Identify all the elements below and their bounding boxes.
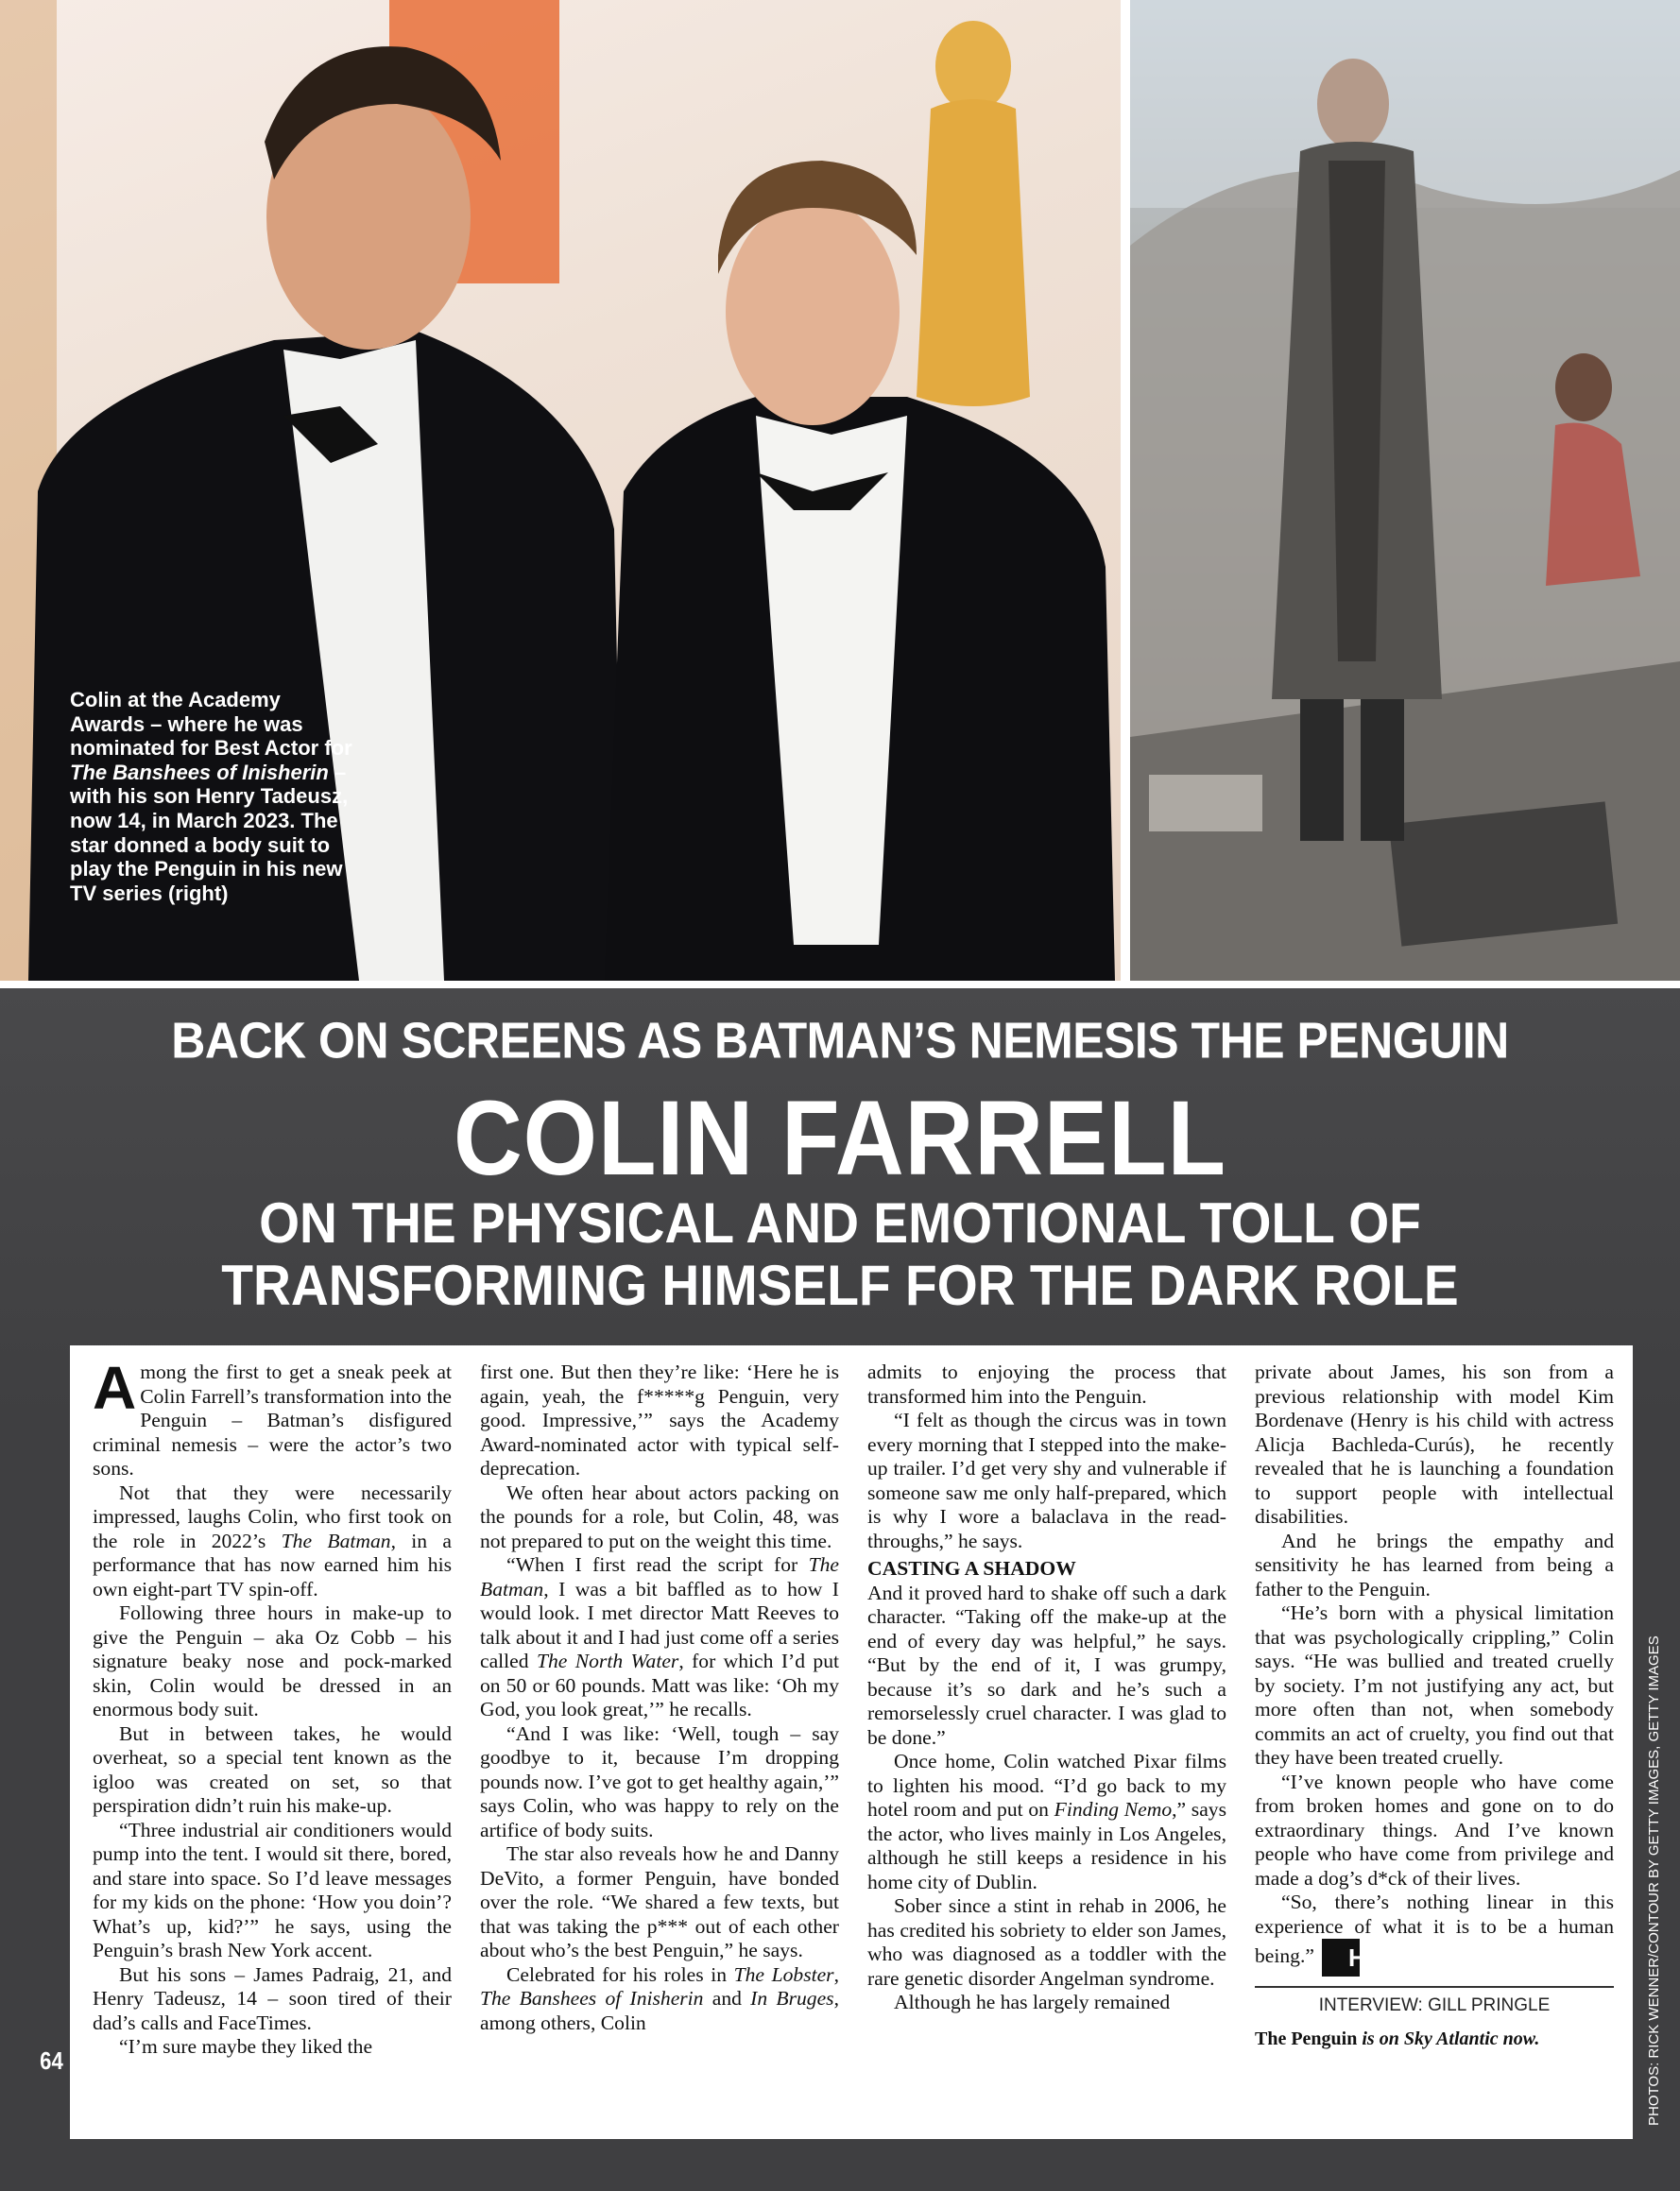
photo-oscars-colin-and-son	[0, 0, 1121, 981]
headline-subhead	[67, 1192, 1613, 1317]
article-paragraph	[93, 1354, 452, 1481]
article-paragraph: first one. But then they’re like: ‘Here he is again, yeah, the f*****g Penguin, very good. Impressive,’” says the Academy Award-nominated actor with typical self-deprecation.	[480, 1361, 839, 1480]
article-paragraph	[93, 1481, 452, 1602]
article-paragraph	[1255, 1891, 1614, 1977]
article-paragraph: private about James, his son from a previous relationship with model Kim Bordenave (Henry is his child with actress Alicja Bachleda-Curús), he recently revealed that he is launching a foundation to support people with intellectual disabilities.	[1255, 1361, 1614, 1528]
article-column-2	[480, 1361, 839, 2035]
article-paragraph: “He’s born with a physical limitation that was psychologically crippling,” Colin says. “He was bullied and treated cruelly by society. I’m not justifying any act, but more often than not, when somebody commits an act of cruelty, you find out that they have been treated cruelly.	[1255, 1601, 1614, 1769]
on-air-text: is on Sky Atlantic now.	[1357, 2028, 1540, 2049]
paragraph-text: Once home, Colin watched Pixar films to lighten his mood. “I’d go back to my hotel room and put on	[867, 1750, 1226, 1821]
paragraph-text: and	[703, 1987, 751, 2010]
film-title: The Lobster	[733, 1962, 834, 1986]
article-paragraph: “I felt as though the circus was in town every morning that I stepped into the make-up trailer. I’d get very shy and vulnerable if someone saw me only half-prepared, which is why I wore a balaclava in the read-throughs,” he says.	[867, 1409, 1226, 1552]
paragraph-text: Not that they were necessarily impressed, laughs Colin, who first took on the role in 2022’s	[93, 1481, 452, 1552]
film-title: In Bruges	[750, 1987, 834, 2010]
paragraph-text: ,	[833, 1962, 839, 1986]
page-number: 64	[40, 2046, 63, 2075]
article-paragraph: “I’m sure maybe they liked the	[119, 2035, 373, 2058]
paragraph-text: mong the first to get a sneak peek at Colin Farrell’s transformation into the Penguin – Batman’s disfigured criminal nemesis – were the actor’s two sons.	[93, 1361, 452, 1480]
article-column-4	[1255, 1361, 1614, 2051]
caption-text: Colin at the Academy Awards – where he was nominated for Best Actor for	[70, 688, 352, 761]
film-title: The Batman	[281, 1529, 391, 1552]
article-paragraph: We often hear about actors packing on the pounds for a role, but Colin, 48, was not prepared to put on the weight this time.	[480, 1481, 839, 1552]
paragraph-text: , for which I’d put on 50 or 60 pounds. Matt was like: ‘Oh my God, you look great,’” he recalls.	[480, 1650, 839, 1720]
article-paragraph: “I’ve known people who have come from broken homes and gone on to do extraordinary things. And I’ve known people who have come from privilege and made a dog’s d*ck of their lives.	[1255, 1770, 1614, 1890]
article-paragraph: Following three hours in make-up to give the Penguin – aka Oz Cobb – his signature beaky nose and pock-marked skin, Colin would be dressed in an enormous body suit.	[93, 1601, 452, 1720]
article-paragraph: But his sons – James Padraig, 21, and Henry Tadeusz, 14 – soon tired of their dad’s calls and FaceTimes.	[93, 1962, 452, 2034]
show-title: The Penguin	[1255, 2028, 1358, 2049]
film-title: Finding Nemo	[1054, 1798, 1173, 1821]
subhead-line-2: TRANSFORMING HIMSELF FOR THE DARK ROLE	[221, 1254, 1459, 1317]
article-paragraph: Although he has largely remained	[894, 1991, 1171, 2013]
film-title: The Banshees of Inisherin	[480, 1987, 704, 2010]
penguin-photo-illustration	[1130, 0, 1680, 981]
article-paragraph: Sober since a stint in rehab in 2006, he has credited his sobriety to elder son James, who was diagnosed as a toddler with the rare genetic disorder Angelman syndrome.	[867, 1894, 1226, 1990]
subhead-line-1: ON THE PHYSICAL AND EMOTIONAL TOLL OF	[259, 1191, 1421, 1255]
article-paragraph: admits to enjoying the process that transformed him into the Penguin.	[867, 1361, 1226, 1408]
photo-caption	[70, 688, 353, 905]
paragraph-text: , I was a bit baffled as to how I would look. I met director Matt Reeves to talk about it and I had just come off a series called	[480, 1577, 839, 1672]
on-air-note	[1255, 2028, 1614, 2052]
photo-penguin-on-set	[1130, 0, 1680, 981]
article-paragraph	[480, 1553, 839, 1722]
series-title: The North Water	[536, 1650, 679, 1672]
article-paragraph: And it proved hard to shake off such a dark character. “Taking off the make-up at the end of every day was helpful,” he says. “But by the end of it, I was grumpy, because it’s so dark and he’s such a remorselessly cruel character. I was glad to be done.”	[867, 1581, 1226, 1749]
film-title: The Batman	[480, 1553, 839, 1600]
article-body	[70, 1345, 1633, 2139]
article-paragraph: “And I was like: ‘Well, tough – say goodbye to it, because I’m dropping pounds now. I’ve got to get healthy again,’” says Colin, who was happy to rely on the artifice of body suits.	[480, 1721, 839, 1841]
article-column-1	[93, 1354, 453, 2060]
interview-credit: INTERVIEW: GILL PRINGLE	[1255, 1986, 1614, 2018]
headline-kicker: BACK ON SCREENS AS BATMAN’S NEMESIS THE PENGUIN	[171, 1011, 1509, 1070]
paragraph-text: “When I first read the script for	[506, 1553, 809, 1576]
paragraph-text: ,” says the actor, who lives mainly in Los Angeles, although he still keeps a residence in his home city of Dublin.	[867, 1798, 1227, 1893]
article-paragraph: But in between takes, he would overheat, so a special tent known as the igloo was created on set, so that perspiration didn’t ruin his make-up.	[93, 1721, 452, 1817]
article-paragraph: And he brings the empathy and sensitivity he has learned from being a father to the Penguin.	[1255, 1529, 1614, 1600]
article-paragraph	[867, 1750, 1226, 1894]
photo-rule	[0, 981, 1680, 988]
caption-film-title: The Banshees of Inisherin	[70, 760, 329, 784]
article-paragraph	[480, 1963, 839, 2036]
article-column-3	[867, 1361, 1226, 2015]
paragraph-text: , in a performance that has now earned him his own eight-part TV spin-off.	[93, 1529, 453, 1600]
paragraph-text: , among others, Colin	[480, 1987, 839, 2034]
paragraph-text: “So, there’s nothing linear in this experience of what it is to be a human being.”	[1255, 1891, 1614, 1967]
caption-text-end: – with his son Henry Tadeusz, now 14, in March 2023. The star donned a body suit to play the Penguin in his new TV series (right)	[70, 760, 349, 905]
article-paragraph: “Three industrial air conditioners would pump into the tent. I would sit there, bored, and stare into space. So I’d leave messages for my kids on the phone: ‘How you doin’? What’s up, kid?’” he says, using the Penguin’s brash New York accent.	[93, 1818, 452, 1961]
crosshead: CASTING A SHADOW	[867, 1557, 1076, 1580]
article-paragraph: The star also reveals how he and Danny DeVito, a former Penguin, have bonded over the role. “We shared a few texts, but that was taking the p*** out of each other about who’s the best Penguin,” he says.	[480, 1842, 839, 1961]
photo-credit: PHOTOS: RICK WENNER/CONTOUR BY GETTY IMAGES, GETTY IMAGES	[1646, 1635, 1662, 2126]
headline-name: COLIN FARRELL	[453, 1079, 1227, 1197]
photo-divider	[1121, 0, 1130, 981]
drop-cap: A	[93, 1354, 137, 1422]
paragraph-text: Celebrated for his roles in	[506, 1962, 734, 1986]
end-mark-icon: H	[1322, 1939, 1360, 1977]
